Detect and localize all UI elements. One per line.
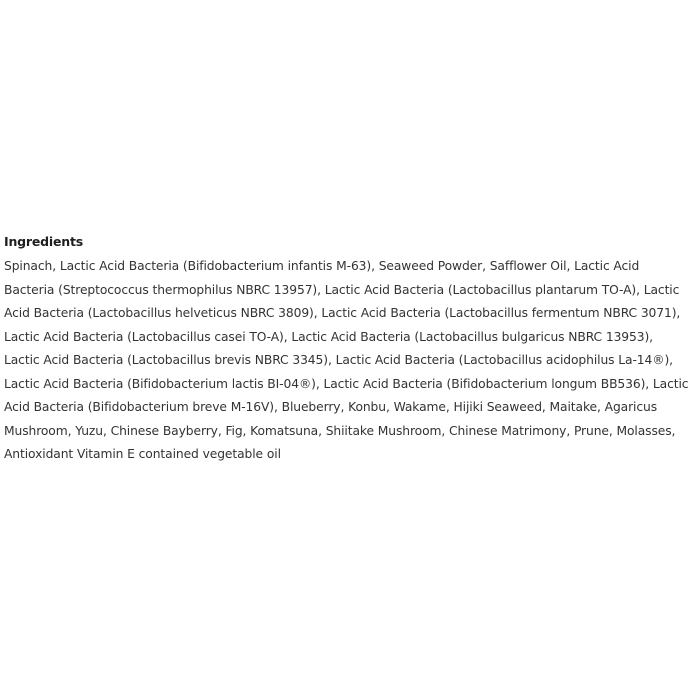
ingredients-line: Lactic Acid Bacteria (Bifidobacterium lactis BI-04®), Lactic Acid Bacteria (Bifidobacterium longum BB536), Lactic [4,376,689,391]
ingredients-line: Antioxidant Vitamin E contained vegetable oil [4,447,281,461]
ingredients-text [4,255,694,467]
ingredients-line: Spinach, Lactic Acid Bacteria (Bifidobacterium infantis M-63), Seaweed Powder, Safflower Oil, Lactic Acid [4,259,640,273]
ingredients-line: Acid Bacteria (Lactobacillus helveticus NBRC 3809), Lactic Acid Bacteria (Lactobacillus fermentum NBRC 3071), [4,306,681,320]
ingredients-line: Lactic Acid Bacteria (Lactobacillus brevis NBRC 3345), Lactic Acid Bacteria (Lactobacillus acidophilus La-14®), [4,353,673,367]
ingredients-line: Acid Bacteria (Bifidobacterium breve M-16V), Blueberry, Konbu, Wakame, Hijiki Seaweed, Maitake, Agaricus [4,400,658,414]
ingredients-section [4,232,694,467]
ingredients-heading: Ingredients [4,234,83,249]
ingredients-line: Bacteria (Streptococcus thermophilus NBRC 13957), Lactic Acid Bacteria (Lactobacillus plantarum TO-A), Lactic [4,282,680,297]
ingredients-line: Mushroom, Yuzu, Chinese Bayberry, Fig, Komatsuna, Shiitake Mushroom, Chinese Matrimony, Prune, Molasses, [4,423,676,438]
ingredients-line: Lactic Acid Bacteria (Lactobacillus casei TO-A), Lactic Acid Bacteria (Lactobacillus bulgaricus NBRC 13953), [4,329,653,344]
